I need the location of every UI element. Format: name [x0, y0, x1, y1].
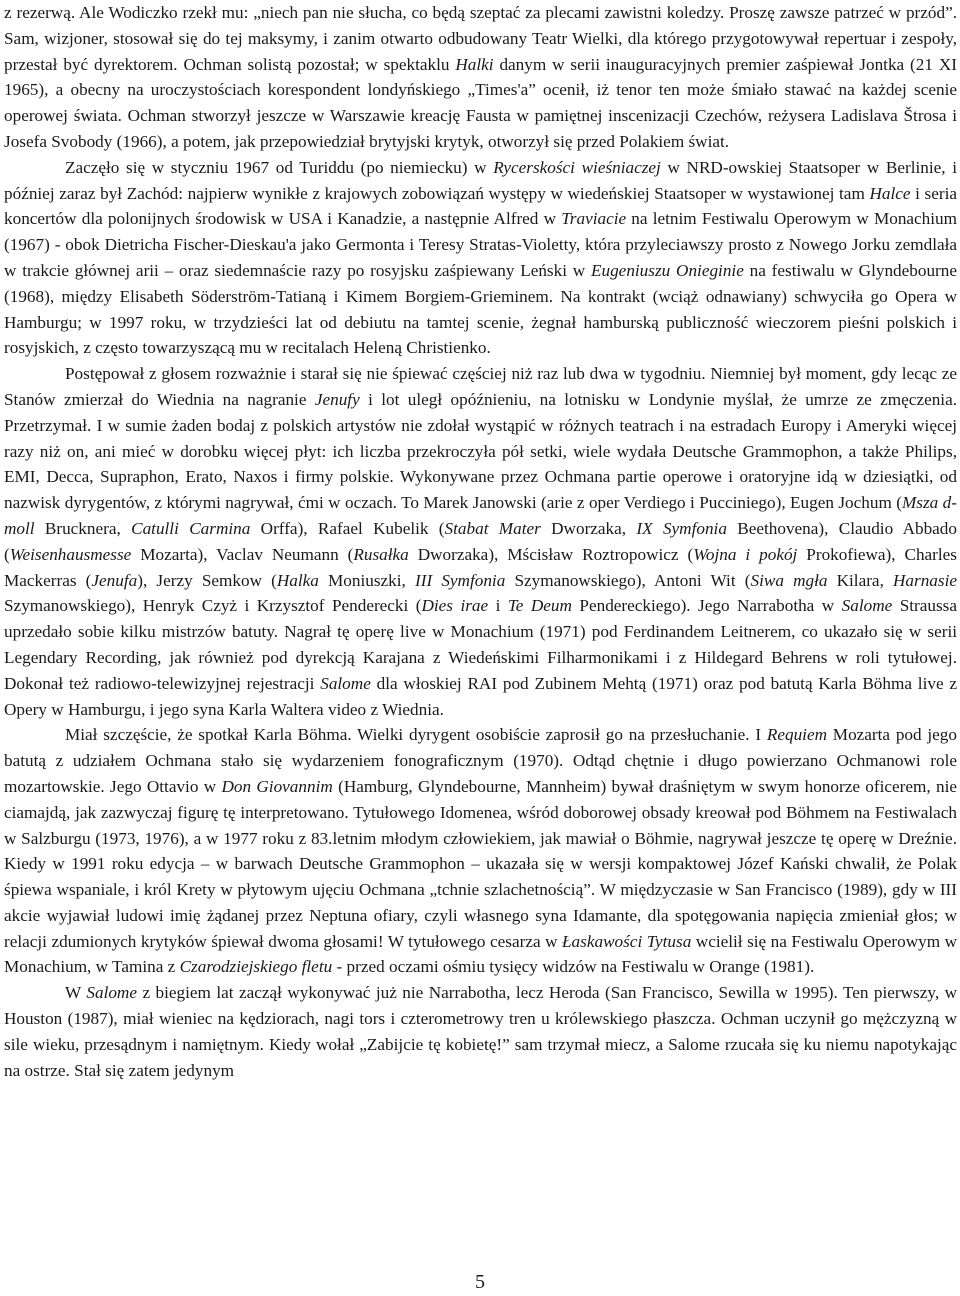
italic-title: Wojna i pokój: [693, 544, 798, 564]
text-run: Moniuszki,: [318, 570, 416, 590]
text-run: (Hamburg, Glyndebourne, Mannheim) bywał draśniętym w swym honorze oficerem, nie ciamajdą, jak zazwyczaj figurę tę interpretowano. Tytułowego Idomenea, wśród doborowej obsady kreował pod Böhmem na Festiwalach w Salzburgu (1973, 1976), a w 1977 roku z 83.letnim młodym człowiekiem, jak mawiał o Böhmie, nagrywał jeszcze tę operę w Dreźnie. Kiedy w 1991 roku edycja – w barwach Deutsche Grammophon – ukazała się w wersji kompaktowej Józef Kański chwalił, że Polak śpiewa wspaniale, i król Krety w płytowym ujęciu Ochmana „tchnie szlachetnością”. W międzyczasie w San Francisco (1989), gdy w III akcie wyjawiał ludowi imię żądanej przez Neptuna ofiary, czyli własnego syna Idamante, dla spotęgowania napięcia zmieniał głos; w relacji zdumionych krytyków śpiewał dwoma głosami! W tytułowego cesarza w: [4, 776, 957, 951]
italic-title: Rycerskości wieśniaczej: [493, 157, 661, 177]
italic-title: Halki: [455, 54, 494, 74]
italic-title: Halce: [869, 183, 911, 203]
italic-title: Łaskawości Tytusa: [562, 931, 692, 951]
text-run: Dworzaka,: [540, 518, 637, 538]
text-run: Szymanowskiego), Henryk Czyż i Krzysztof Penderecki (: [4, 596, 422, 616]
text-run: Prokofiewa), Charles Mackerras (: [4, 544, 957, 590]
italic-title: Dies irae: [421, 596, 489, 616]
text-run: Kilara,: [827, 570, 894, 590]
italic-title: Eugeniuszu Onieginie: [591, 260, 744, 280]
text-run: W: [65, 983, 87, 1003]
italic-title: Catulli Carmina: [131, 518, 251, 538]
text-run: wcielił się na Festiwalu Operowym w Monachium, w Tamina z: [4, 931, 957, 977]
text-run: Pendereckiego). Jego Narrabotha w: [571, 596, 842, 616]
italic-title: Traviacie: [561, 209, 627, 229]
text-run: Straussa uprzedało sobie kilku mistrzów batuty. Nagrał tę operę live w Monachium (1971) pod Ferdinandem Leitnerem, co ukazało się w serii Legendary Recording, jak również pod dyrekcją Karajana z Wiedeńskimi Filharmonikami i z Hildegard Behrens w roli tytułowej. Dokonał też radiowo-telewizyjnej rejestracji: [4, 596, 957, 693]
text-run: na letnim Festiwalu Operowym w Monachium (1967) - obok Dietricha Fischer-Dieskau'a jako Germonta i Teresy Stratas-Violetty, która przyleciawszy prosto z Nowego Jorku zemdlała w trakcie głównej arii – oraz siedemnaście razy po rosyjsku zaśpiewany Leński w: [4, 209, 957, 280]
italic-title: Salome: [320, 673, 371, 693]
text-run: z rezerwą. Ale Wodiczko rzekł mu: „niech pan nie słucha, co będą szeptać za plecami zawistni koledzy. Proszę zawsze patrzeć w przód”. Sam, wizjoner, stosował się do tej maksymy, i zanim otwarto odbudowany Teatr Wielki, dla którego przygotowywał repertuar i zespoły, przestał być dyrektorem. Ochman solistą pozostał; w spektaklu: [4, 3, 957, 74]
text-run: dla włoskiej RAI pod Zubinem Mehtą (1971) oraz pod batutą Karla Böhma live z Opery w Hamburgu, i jego syna Karla Waltera video z Wiednia.: [4, 673, 957, 719]
text-run: Mozarta), Vaclav Neumann (: [131, 544, 354, 564]
body-text: [4, 0, 957, 1083]
italic-title: Jenufy: [314, 389, 360, 409]
paragraph: [4, 0, 957, 155]
italic-title: IX Symfonia: [636, 518, 727, 538]
paragraph: [4, 980, 957, 1083]
italic-title: Te Deum: [507, 596, 572, 616]
italic-title: Salome: [86, 983, 137, 1003]
text-run: Beethovena), Claudio Abbado (: [4, 518, 957, 564]
text-run: i: [488, 596, 508, 616]
text-run: na festiwalu w Glyndebourne (1968), między Elisabeth Söderström-Tatianą i Kimem Borgiem-Grieminem. Na kontrakt (wciąż odnawiany) schwyciła go Opera w Hamburgu; w 1997 roku, w trzydzieści lat od debiutu na tamtej scenie, żegnał hamburską publiczność wieczorem pieśni polskich i rosyjskich, z często towarzyszącą mu w recitalach Heleną Christienko.: [4, 260, 957, 358]
italic-title: Weisenhausmesse: [9, 544, 132, 564]
italic-title: Harnasie: [893, 570, 957, 590]
italic-title: Jenufa: [91, 570, 138, 590]
paragraph: [4, 361, 957, 722]
italic-title: Don Giovannim: [221, 776, 333, 796]
italic-title: Stabat Mater: [444, 518, 541, 538]
text-run: Szymanowskiego), Antoni Wit (: [505, 570, 751, 590]
text-run: w NRD-owskiej Staatsoper w Berlinie, i później zaraz był Zachód: najpierw wynikłe z krajowych zobowiązań występy w wiedeńskiej Staatsoper w wystawionej tam: [4, 157, 957, 203]
text-run: danym w serii inauguracyjnych premier zaśpiewał Jontka (21 XI 1965), a obecny na uroczystościach korespondent londyńskiego „Times'a” ocenił, iż tenor ten może śmiało stawać na każdej scenie operowej świata. Ochman stworzył jeszcze w Warszawie kreację Fausta w pamiętnej inscenizacji Czechów, reżysera Ladislava Štrosa i Josefa Svobody (1966), a potem, jak przepowiedział brytyjski krytyk, otworzył się przed Polakiem świat.: [4, 54, 957, 151]
text-run: Orffa), Rafael Kubelik (: [250, 518, 445, 538]
italic-title: Siwa mgła: [750, 570, 828, 590]
italic-title: Rusałka: [353, 544, 409, 564]
text-run: Postępował z głosem rozważnie i starał się nie śpiewać częściej niż raz lub dwa w tygodniu. Niemniej był moment, gdy lecąc ze Stanów zmierzał do Wiednia na nagranie: [4, 364, 957, 409]
text-run: - przed oczami ośmiu tysięcy widzów na Festiwalu w Orange (1981).: [332, 957, 815, 977]
paragraph: [4, 722, 957, 980]
text-run: Miał szczęście, że spotkał Karla Böhma. Wielki dyrygent osobiście zaprosił go na przesłuchanie. I: [65, 725, 767, 745]
italic-title: III Symfonia: [415, 570, 506, 590]
text-run: i seria koncertów dla polonijnych środowisk w USA i Kanadzie, a następnie Alfred w: [4, 183, 957, 229]
text-run: Zaczęło się w styczniu 1967 od Turiddu (po niemiecku) w: [65, 157, 494, 177]
page-number: 5: [475, 1271, 485, 1293]
italic-title: Salome: [841, 596, 893, 616]
text-run: z biegiem lat zaczął wykonywać już nie Narrabotha, lecz Heroda (San Francisco, Sewilla w 1995). Ten pierwszy, w Houston (1987), miał wieniec na kędziorach, nagi tors i czterometrowy tren u królewskiego płaszcza. Ochman uczynił go mężczyzną w sile wieku, przesądnym i namiętnym. Kiedy wołał „Zabijcie tę kobietę!” sam trzymał miecz, a Salome rzucała się ku niemu napotykając na ostrze. Stał się zatem jedynym: [4, 983, 957, 1080]
text-run: i lot uległ opóźnieniu, na lotnisku w Londynie myślał, że umrze ze zmęczenia. Przetrzymał. I w sumie żaden bodaj z polskich artystów nie zdołał wystąpić w różnych teatrach i na estradach Europy i Ameryki więcej razy niż on, ani mieć w dorobku więcej płyt: ich liczba przekroczyła pół setki, wiele wydała Deutsche Grammophon, a także Philips, EMI, Decca, Supraphon, Erato, Naxos i firmy polskie. Wykonywane przez Ochmana partie operowe i oratoryjne idą w dziesiątki, od nazwisk dyrygentów, z którymi nagrywał, ćmi w oczach. To Marek Janowski (arie z oper Verdiego i Pucciniego), Eugen Jochum (: [4, 389, 957, 513]
text-run: Mozarta pod jego batutą z udziałem Ochmana stało się wydarzeniem fonograficznym (1970). Odtąd chętnie i długo powierzano Ochmanowi role mozartowskie. Jego Ottavio w: [4, 725, 957, 796]
paragraph: [4, 155, 957, 361]
italic-title: Msza d-moll: [4, 493, 957, 538]
text-run: ), Jerzy Semkow (: [137, 570, 277, 590]
italic-title: Halka: [276, 570, 319, 590]
italic-title: Requiem: [766, 725, 827, 745]
text-run: Dworzaka), Mścisław Roztropowicz (: [408, 544, 694, 564]
italic-title: Czarodziejskiego fletu: [179, 957, 333, 977]
text-run: Brucknera,: [34, 518, 132, 538]
